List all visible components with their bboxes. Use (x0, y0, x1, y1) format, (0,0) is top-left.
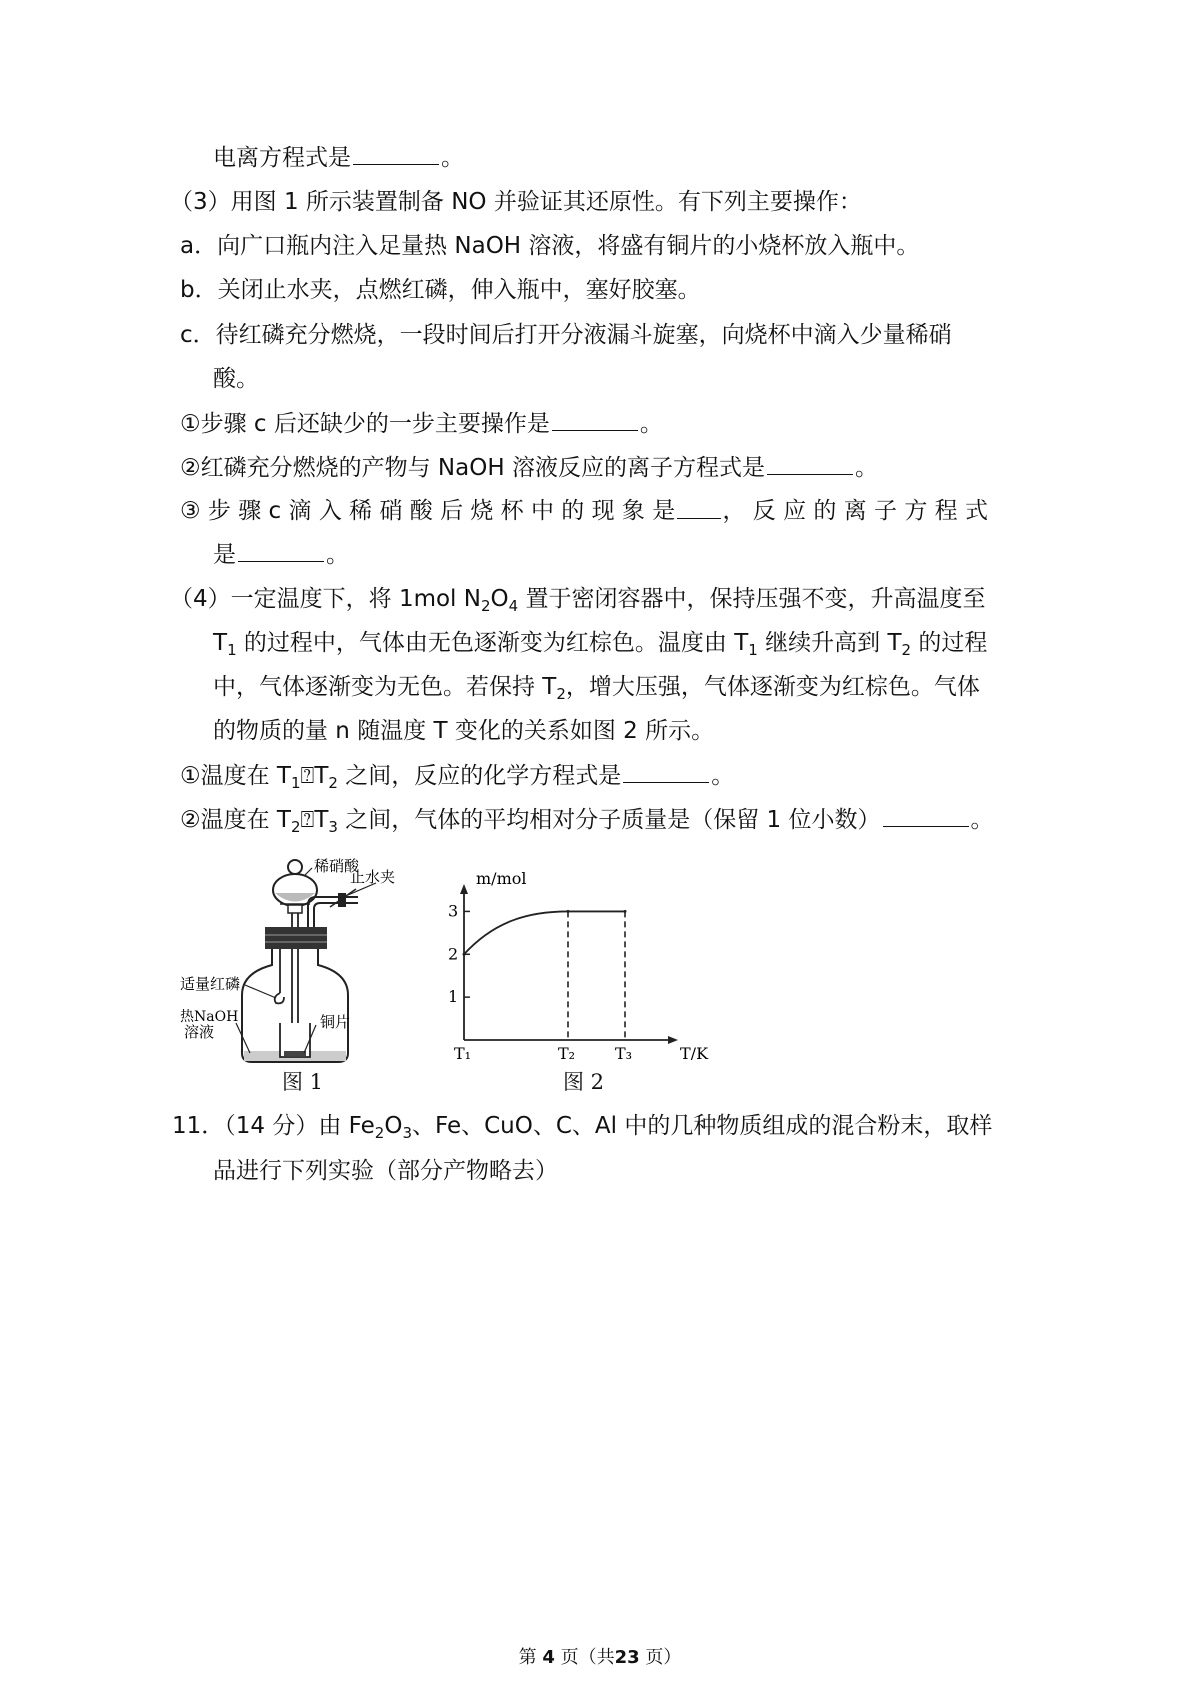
temp-question-1: ①温度在 $T_1⍰T_2$ 之间，反应的化学方程式是 。 (180, 760, 734, 791)
page-footer: 第 4 页（共23 页） (518, 1647, 682, 1668)
answer-blank[interactable] (353, 142, 439, 165)
temp-question-2: ②温度在 $T_2⍰T_3$ 之间，气体的平均相对分子质量是（保留 1 位小数） 。 (180, 804, 994, 835)
text-line: 电离方程式是 。 (213, 142, 464, 173)
step-c-line2: 酸。 (213, 366, 259, 392)
x-axis-label: T/K (680, 1044, 709, 1060)
answer-blank[interactable] (883, 804, 969, 827)
y-tick-label: 1 (448, 987, 459, 1007)
label-hot-naoh: 热NaOH (180, 1009, 239, 1025)
question-4-line1: （4）一定温度下，将 1mol $N_2O_4$ 置于密闭容器中，保持压强不变，升高温度至 (170, 586, 986, 615)
copper-piece (284, 1051, 306, 1056)
answer-blank[interactable] (623, 760, 709, 783)
sub-question-3: ③ 步 骤 c 滴 入 稀 硝 酸 后 烧 杯 中 的 现 象 是 ， 反 应 的 离 子 方 程 式 (180, 498, 988, 524)
step-a: a．向广口瓶内注入足量热 NaOH 溶液，将盛有铜片的小烧杯放入瓶中。 (180, 233, 920, 259)
label-water-clamp: 止水夹 (350, 868, 396, 886)
sub-question-1: ①步骤 c 后还缺少的一步主要操作是 。 (180, 408, 663, 439)
step-c-line1: c．待红磷充分燃烧，一段时间后打开分液漏斗旋塞，向烧杯中滴入少量稀硝 (180, 322, 952, 348)
x-axis-arrow (668, 1036, 678, 1044)
answer-blank[interactable] (677, 496, 720, 519)
sub-question-2: ②红磷充分燃烧的产物与 NaOH 溶液反应的离子方程式是 。 (180, 452, 878, 483)
y-tick-label: 2 (448, 944, 459, 964)
label-red-phosphorus: 适量红磷 (180, 975, 241, 993)
x-tick-label: T₃ (615, 1044, 633, 1060)
x-tick-label: T₂ (558, 1044, 576, 1060)
y-axis-label: m/mol (476, 870, 527, 888)
question-4-line3: 中，气体逐渐变为无色。若保持 $T_2$，增大压强，气体逐渐变为红棕色。气体 (213, 674, 980, 703)
label-dilute-nitric-acid: 稀硝酸 (314, 857, 360, 875)
y-axis-arrow (460, 884, 468, 894)
figure-2-chart (440, 870, 710, 1060)
data-point (567, 910, 570, 913)
data-point (624, 910, 627, 913)
step-b: b．关闭止水夹，点燃红磷，伸入瓶中，塞好胶塞。 (180, 277, 701, 303)
question-4-line2: $T_1$ 的过程中，气体由无色逐渐变为红棕色。温度由 $T_1$ 继续升高到 $T_2$ 的过程 (213, 630, 988, 659)
label-solution: 溶液 (184, 1023, 215, 1041)
data-point (463, 953, 466, 956)
y-tick-label: 3 (448, 901, 459, 921)
question-11-line1: 11．（14 分）由 $Fe_2O_3$、Fe、CuO、C、Al 中的几种物质组成的混合粉末，取样 (172, 1113, 993, 1142)
apparatus-figure (180, 855, 420, 1080)
sub-question-3-cont: 是 。 (213, 539, 349, 570)
combustion-spoon (275, 993, 284, 1003)
x-tick-label: T₁ (454, 1044, 472, 1060)
funnel-stopper (288, 860, 302, 874)
figure-2-caption: 图 2 (563, 1070, 605, 1094)
rubber-stopper (265, 927, 327, 949)
answer-blank[interactable] (767, 452, 853, 475)
stopcock (288, 905, 302, 913)
series-line (464, 911, 625, 954)
question-4-line4: 的物质的量 n 随温度 T 变化的关系如图 2 所示。 (213, 718, 715, 744)
answer-blank[interactable] (552, 408, 638, 431)
question-3-heading: （3）用图 1 所示装置制备 NO 并验证其还原性。有下列主要操作： (170, 189, 862, 215)
question-11-line2: 品进行下列实验（部分产物略去） (213, 1158, 558, 1184)
figure-1-caption: 图 1 (282, 1070, 324, 1094)
label-copper: 铜片 (320, 1013, 351, 1031)
answer-blank[interactable] (238, 539, 324, 562)
